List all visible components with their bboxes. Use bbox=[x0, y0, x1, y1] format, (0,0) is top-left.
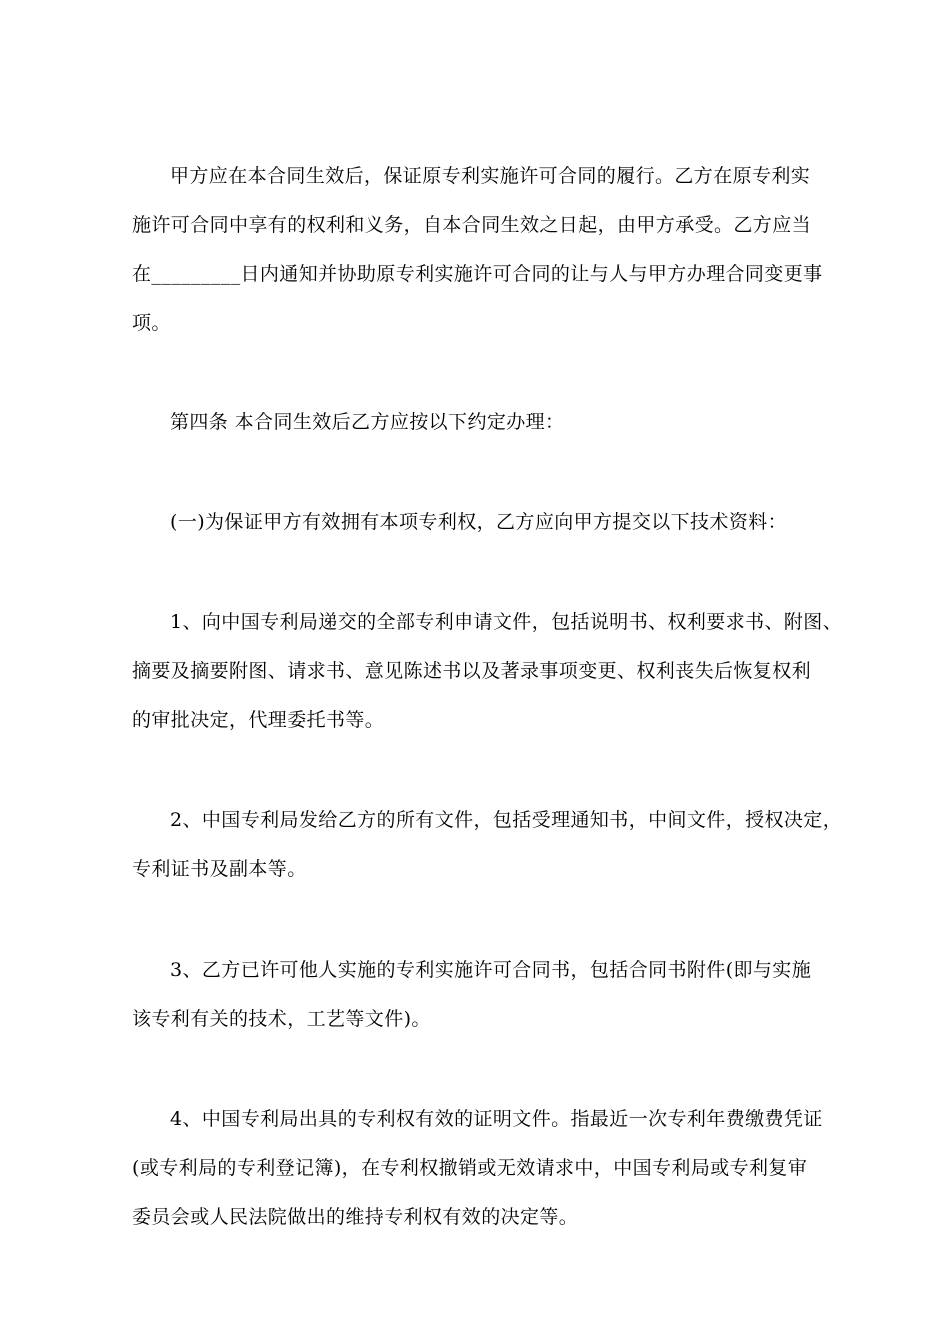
clause-line: (一)为保证甲方有效拥有本项专利权，乙方应向甲方提交以下技术资料： bbox=[170, 511, 788, 533]
list-item-line: 3、乙方已许可他人实施的专利实施许可合同书，包括合同书附件(即与实施 bbox=[170, 959, 812, 981]
list-item-line: 专利证书及副本等。 bbox=[132, 858, 307, 880]
paragraph-line: 在_________日内通知并协助原专利实施许可合同的让与人与甲方办理合同变更事 bbox=[132, 263, 823, 285]
list-item-line: 2、中国专利局发给乙方的所有文件，包括受理通知书，中间文件，授权决定， bbox=[170, 809, 843, 831]
list-item-line: 1、向中国专利局递交的全部专利申请文件，包括说明书、权利要求书、附图、 bbox=[170, 611, 843, 633]
list-item-line: 摘要及摘要附图、请求书、意见陈述书以及著录事项变更、权利丧失后恢复权利 bbox=[132, 660, 812, 682]
list-item-line: 的审批决定，代理委托书等。 bbox=[132, 709, 385, 731]
paragraph-line: 项。 bbox=[132, 312, 171, 334]
list-item-line: 该专利有关的技术，工艺等文件)。 bbox=[132, 1008, 431, 1030]
article-heading-line: 第四条 本合同生效后乙方应按以下约定办理： bbox=[170, 411, 565, 433]
paragraph-line: 甲方应在本合同生效后，保证原专利实施许可合同的履行。乙方在原专利实 bbox=[170, 165, 811, 187]
list-item-line: 4、中国专利局出具的专利权有效的证明文件。指最近一次专利年费缴费凭证 bbox=[170, 1108, 823, 1130]
list-item-line: (或专利局的专利登记簿)，在专利权撤销或无效请求中，中国专利局或专利复审 bbox=[132, 1157, 808, 1179]
paragraph-line: 施许可合同中享有的权利和义务，自本合同生效之日起，由甲方承受。乙方应当 bbox=[132, 214, 812, 236]
list-item-line: 委员会或人民法院做出的维持专利权有效的决定等。 bbox=[132, 1206, 579, 1228]
